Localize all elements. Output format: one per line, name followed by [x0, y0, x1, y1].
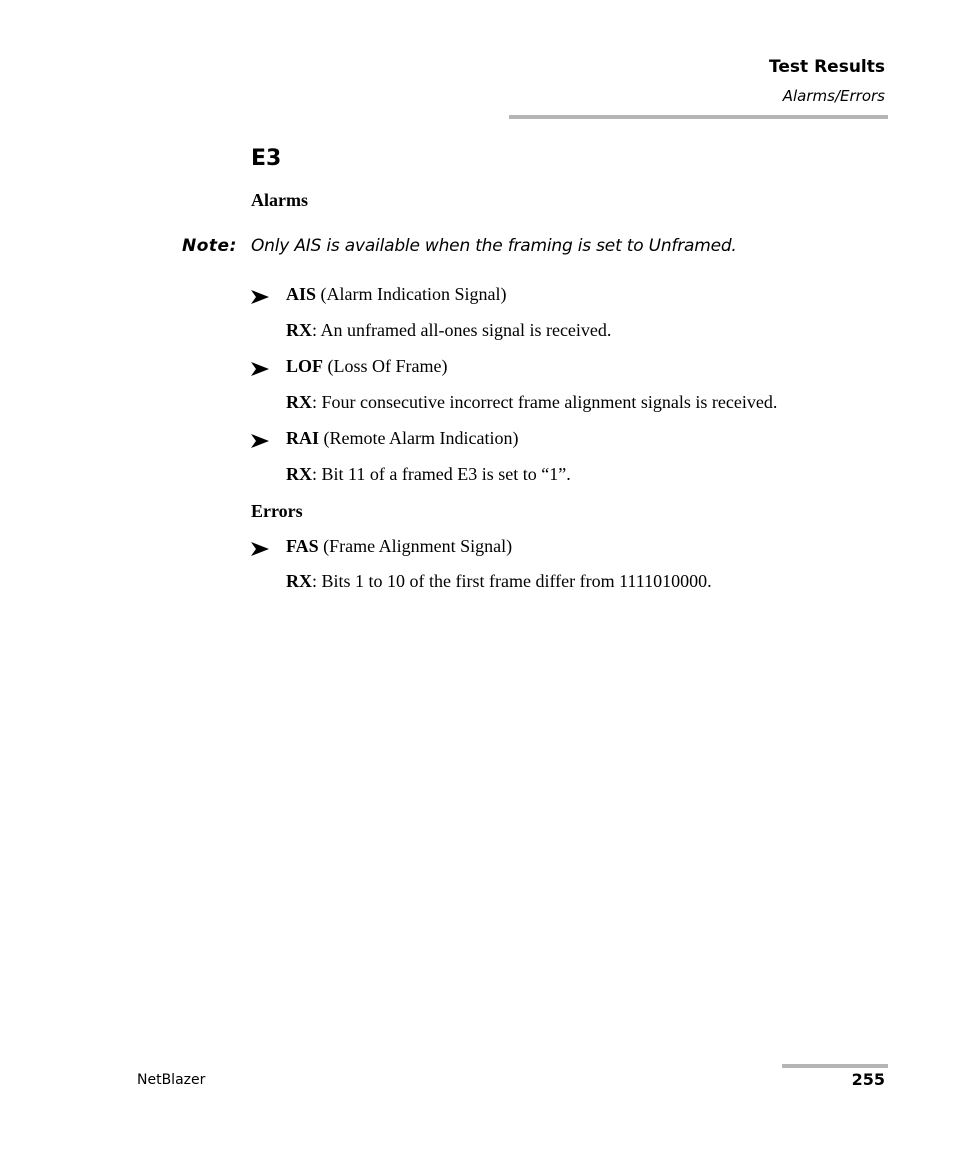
alarm-detail [286, 320, 611, 341]
note-label: Note: [182, 236, 237, 256]
footer-product: NetBlazer [137, 1072, 206, 1088]
header-title: Test Results [769, 57, 885, 77]
detail-label: RX [286, 464, 312, 484]
section-title: E3 [251, 146, 282, 171]
arrow-bullet-icon [251, 290, 269, 304]
alarm-label [286, 356, 448, 377]
alarm-name: (Remote Alarm Indication) [323, 428, 519, 448]
detail-text: : Bits 1 to 10 of the first frame differ from 1111010000. [312, 571, 712, 591]
alarm-name: (Alarm Indication Signal) [320, 284, 507, 304]
alarm-code: LOF [286, 356, 324, 376]
arrow-bullet-icon [251, 362, 269, 376]
alarm-code: RAI [286, 428, 320, 448]
page-number: 255 [851, 1070, 885, 1089]
alarm-code: AIS [286, 284, 317, 304]
detail-label: RX [286, 320, 312, 340]
alarm-detail [286, 464, 571, 485]
header-rule [509, 115, 888, 119]
error-code: FAS [286, 536, 319, 556]
detail-text: : An unframed all-ones signal is received. [312, 320, 612, 340]
alarm-label [286, 284, 506, 305]
error-name: (Frame Alignment Signal) [323, 536, 513, 556]
detail-text: : Four consecutive incorrect frame alignment signals is received. [312, 392, 778, 412]
error-detail [286, 571, 712, 592]
error-label [286, 536, 512, 557]
arrow-bullet-icon [251, 434, 269, 448]
arrow-bullet-icon [251, 542, 269, 556]
alarm-name: (Loss Of Frame) [327, 356, 448, 376]
alarm-label [286, 428, 518, 449]
header-subtitle: Alarms/Errors [782, 87, 885, 105]
alarm-detail [286, 392, 777, 413]
errors-heading: Errors [251, 501, 303, 521]
alarms-heading: Alarms [251, 190, 308, 210]
footer-rule [782, 1064, 888, 1068]
detail-text: : Bit 11 of a framed E3 is set to “1”. [312, 464, 571, 484]
detail-label: RX [286, 571, 312, 591]
detail-label: RX [286, 392, 312, 412]
note-text: Only AIS is available when the framing is set to Unframed. [251, 236, 737, 256]
